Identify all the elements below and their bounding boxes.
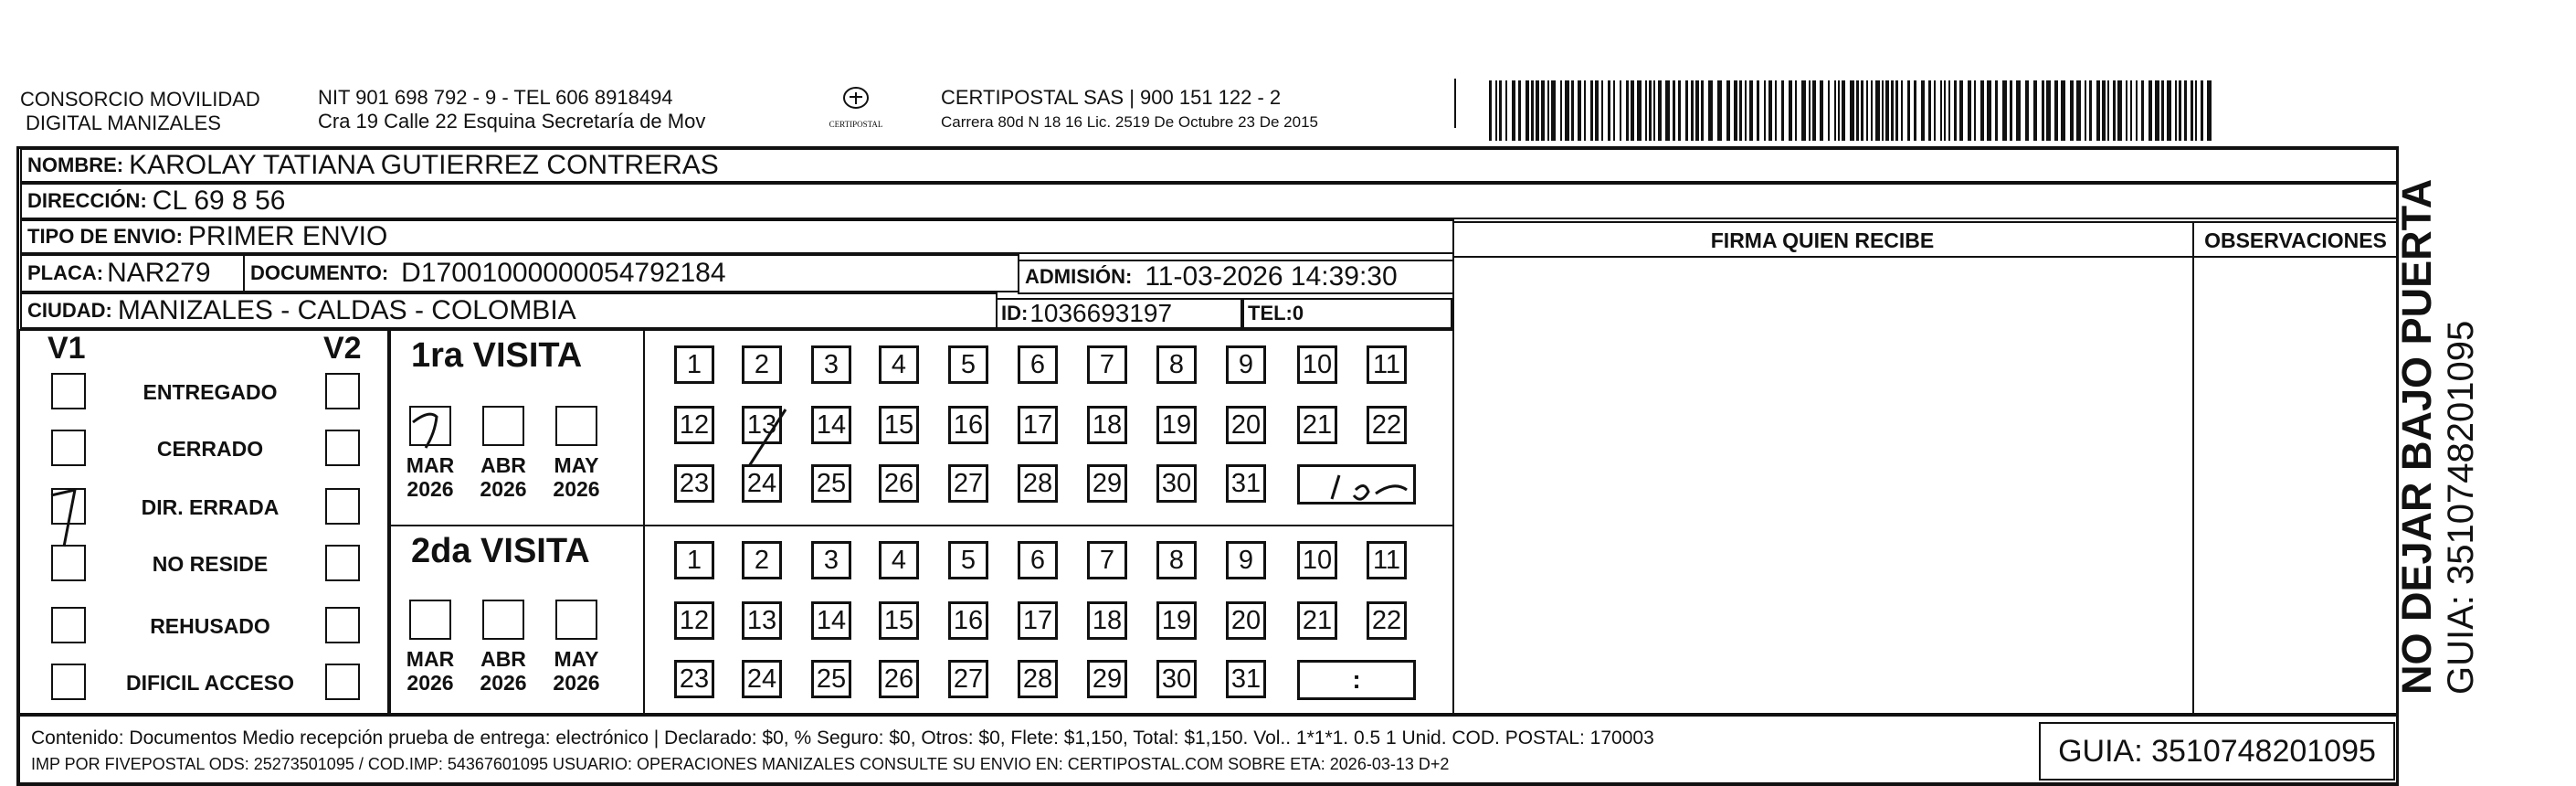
barcode-bar xyxy=(2102,80,2106,141)
day-box[interactable]: 11 xyxy=(1367,345,1407,384)
day-box[interactable]: 16 xyxy=(948,406,988,444)
barcode-bar xyxy=(2025,80,2029,141)
barcode-bar xyxy=(2148,80,2152,141)
id-cell: ID: 1036693197 xyxy=(996,298,1242,329)
day-box[interactable]: 9 xyxy=(1226,345,1266,384)
v1-checkbox[interactable] xyxy=(51,373,86,409)
barcode-bar xyxy=(2076,80,2081,141)
day-box[interactable]: 23 xyxy=(674,464,714,503)
day-box[interactable]: 2 xyxy=(742,541,782,579)
barcode-bar xyxy=(1526,80,1529,141)
plate-value: NAR279 xyxy=(107,258,211,288)
document-value: D17001000000054792184 xyxy=(401,258,726,288)
barcode-bar xyxy=(1745,80,1747,141)
barcode-bar xyxy=(1875,80,1880,141)
day-box[interactable]: 15 xyxy=(879,601,919,640)
barcode-bar xyxy=(2016,80,2021,141)
day-box[interactable]: 26 xyxy=(879,660,919,698)
header-divider xyxy=(1454,79,1456,128)
send-type-row: TIPO DE ENVIO: PRIMER ENVIO xyxy=(20,219,1454,254)
status-label: CERRADO xyxy=(156,437,264,461)
barcode-bar xyxy=(1968,80,1971,141)
barcode-bar xyxy=(1590,80,1593,141)
plate-cell: PLACA: NAR279 xyxy=(20,254,245,292)
status-label: DIR. ERRADA xyxy=(141,495,280,519)
barcode-bar xyxy=(1895,80,1898,141)
barcode-bar xyxy=(1944,80,1946,141)
day-box[interactable]: 22 xyxy=(1367,601,1407,640)
month-label xyxy=(471,453,535,501)
courier-info: CERTIPOSTAL SAS | 900 151 122 - 2 Carrera 80d N 18 16 Lic. 2519 De Octubre 23 De 2015 xyxy=(941,86,1318,131)
barcode-bar xyxy=(1940,80,1942,141)
barcode-bar xyxy=(1518,80,1521,141)
barcode-bar xyxy=(1541,80,1545,141)
barcode-bar xyxy=(1987,80,1991,141)
day-box[interactable]: 28 xyxy=(1018,660,1058,698)
barcode-bar xyxy=(1551,80,1556,141)
id-value: 1036693197 xyxy=(1029,299,1173,327)
barcode-bar xyxy=(2191,80,2193,141)
barcode-bar xyxy=(1565,80,1569,141)
month-year: 2026 xyxy=(553,671,600,695)
barcode-bar xyxy=(2130,80,2132,141)
barcode-bar xyxy=(1717,80,1722,141)
barcode-bar xyxy=(1626,80,1629,141)
barcode-bar xyxy=(1948,80,1950,141)
barcode-bar xyxy=(2042,80,2044,141)
observations-label: OBSERVACIONES xyxy=(2204,228,2387,252)
day-box[interactable]: 27 xyxy=(948,660,988,698)
barcode-bar xyxy=(1673,80,1675,141)
barcode-bar xyxy=(1809,80,1811,141)
v2-checkbox[interactable] xyxy=(325,545,360,581)
month-name: MAY xyxy=(554,453,599,477)
month-checkbox[interactable] xyxy=(409,600,451,640)
status-label: ENTREGADO xyxy=(143,380,278,404)
barcode-bar xyxy=(1757,80,1759,141)
day-box[interactable]: 3 xyxy=(811,541,851,579)
first-visit-title: 1ra VISITA xyxy=(411,336,583,375)
barcode-bar xyxy=(2201,80,2203,141)
day-box[interactable]: 23 xyxy=(674,660,714,698)
day-box[interactable]: 18 xyxy=(1087,601,1127,640)
day-box[interactable]: 13 xyxy=(742,406,782,444)
month-checkbox[interactable] xyxy=(482,600,524,640)
admission-value: 11-03-2026 14:39:30 xyxy=(1145,261,1398,292)
v1-checkbox[interactable] xyxy=(51,607,86,643)
barcode-bar xyxy=(2010,80,2012,141)
barcode-bar xyxy=(1928,80,1931,141)
barcode-bar xyxy=(2107,80,2109,141)
barcode-bar xyxy=(1882,80,1884,141)
barcode-bar xyxy=(2136,80,2138,141)
barcode-bar xyxy=(1838,80,1840,141)
barcode-bar xyxy=(1775,80,1777,141)
day-box[interactable]: 30 xyxy=(1156,464,1197,503)
barcode-bar xyxy=(1601,80,1603,141)
barcode-bar xyxy=(1631,80,1634,141)
day-box[interactable]: 4 xyxy=(879,541,919,579)
barcode-bar xyxy=(1921,80,1925,141)
barcode xyxy=(1489,80,2220,141)
month-year: 2026 xyxy=(553,477,600,501)
send-type: PRIMER ENVIO xyxy=(187,221,388,251)
status-label: REHUSADO xyxy=(150,614,270,638)
barcode-bar xyxy=(2126,80,2127,141)
barcode-bar xyxy=(1512,80,1515,141)
barcode-bar xyxy=(1789,80,1792,141)
handwritten-time-mark xyxy=(1312,468,1412,523)
month-label xyxy=(471,647,535,695)
signature-panel xyxy=(1452,221,2399,715)
admission-cell: ADMISIÓN: 11-03-2026 14:39:30 xyxy=(1018,260,1454,294)
barcode-bar xyxy=(1861,80,1863,141)
day-box[interactable]: 22 xyxy=(1367,406,1407,444)
day-box[interactable]: 3 xyxy=(811,345,851,384)
barcode-bar xyxy=(2054,80,2058,141)
day-box[interactable]: 7 xyxy=(1087,345,1127,384)
barcode-bar xyxy=(1974,80,1976,141)
v2-checkbox[interactable] xyxy=(325,607,360,643)
barcode-bar xyxy=(1499,80,1502,141)
barcode-bar xyxy=(1701,80,1704,141)
day-box[interactable]: 31 xyxy=(1226,464,1266,503)
barcode-bar xyxy=(1691,80,1694,141)
barcode-bar xyxy=(2085,80,2086,141)
barcode-bar xyxy=(1678,80,1681,141)
day-box[interactable]: 9 xyxy=(1226,541,1266,579)
v2-checkbox[interactable] xyxy=(325,373,360,409)
day-box[interactable]: 31 xyxy=(1226,660,1266,698)
barcode-bar xyxy=(1613,80,1615,141)
no-dejar-bajo-puerta: NO DEJAR BAJO PUERTA xyxy=(2393,178,2440,695)
barcode-bar xyxy=(2179,80,2181,141)
barcode-bar xyxy=(2046,80,2051,141)
barcode-bar xyxy=(1708,80,1713,141)
month-year: 2026 xyxy=(406,671,454,695)
day-box[interactable]: 2 xyxy=(742,345,782,384)
month-checkbox[interactable] xyxy=(555,600,597,640)
month-year: 2026 xyxy=(406,477,454,501)
barcode-bar xyxy=(2175,80,2177,141)
day-box[interactable]: 25 xyxy=(811,660,851,698)
barcode-bar xyxy=(2141,80,2144,141)
barcode-bar xyxy=(1608,80,1610,141)
month-year: 2026 xyxy=(480,477,527,501)
day-box[interactable]: 26 xyxy=(879,464,919,503)
barcode-bar xyxy=(1959,80,1963,141)
month-name: ABR xyxy=(480,453,526,477)
barcode-bar xyxy=(1995,80,1998,141)
name-row: NOMBRE: KAROLAY TATIANA GUTIERREZ CONTRERAS xyxy=(20,148,2399,183)
day-box[interactable]: 7 xyxy=(1087,541,1127,579)
second-visit-time-box[interactable]: : xyxy=(1297,660,1416,700)
side-guia: GUIA: 3510748201095 xyxy=(2441,320,2481,695)
barcode-bar xyxy=(1685,80,1688,141)
barcode-bar xyxy=(1595,80,1599,141)
barcode-bar xyxy=(2002,80,2007,141)
handwritten-mar-mark xyxy=(409,406,464,470)
month-name: MAY xyxy=(554,647,599,671)
day-box[interactable]: 19 xyxy=(1156,406,1197,444)
day-box[interactable]: 21 xyxy=(1297,601,1337,640)
tel-cell: TEL: 0 xyxy=(1242,298,1452,329)
barcode-bar xyxy=(1531,80,1534,141)
barcode-bar xyxy=(1914,80,1916,141)
handwritten-check-mark xyxy=(44,483,99,565)
barcode-bar xyxy=(1891,80,1894,141)
second-visit-title: 2da VISITA xyxy=(411,532,590,570)
month-year: 2026 xyxy=(480,671,527,695)
content-line: Contenido: Documentos Medio recepción prueba de entrega: electrónico | Declarado: $0, % Seguro: $0, Otros: $0, Flete: $1,150, Total: $1,150. Vol.. 1*1*1. 0.5 1 Unid. COD. POSTAL: 170003 xyxy=(31,728,1654,749)
city-value: MANIZALES - CALDAS - COLOMBIA xyxy=(117,295,576,325)
day-box[interactable]: 14 xyxy=(811,601,851,640)
day-box[interactable]: 12 xyxy=(674,601,714,640)
barcode-bar xyxy=(1907,80,1910,141)
side-warning-block xyxy=(2393,146,2481,695)
imp-line: IMP POR FIVEPOSTAL ODS: 25273501095 / COD.IMP: 54367601095 USUARIO: OPERACIONES MANIZALES CONSULTE SU ENVIO EN: CERTIPOSTAL.COM SOBRE ETA: 2026-03-13 D+2 xyxy=(31,755,1450,773)
barcode-bar xyxy=(2195,80,2197,141)
month-name: MAR xyxy=(406,453,455,477)
barcode-bar xyxy=(1842,80,1845,141)
v2-checkbox[interactable] xyxy=(325,430,360,466)
month-name: MAR xyxy=(406,647,455,671)
month-label xyxy=(544,647,608,695)
day-box[interactable]: 13 xyxy=(742,601,782,640)
v1-checkbox[interactable] xyxy=(51,430,86,466)
barcode-bar xyxy=(1695,80,1699,141)
day-box[interactable]: 24 xyxy=(742,464,782,503)
day-box[interactable]: 27 xyxy=(948,464,988,503)
visits-vertical-divider xyxy=(643,329,645,715)
document-cell: DOCUMENTO: D17001000000054792184 xyxy=(243,254,1019,292)
day-box[interactable]: 10 xyxy=(1297,541,1337,579)
recipient-name: KAROLAY TATIANA GUTIERREZ CONTRERAS xyxy=(129,150,719,180)
month-checkbox[interactable] xyxy=(482,406,524,446)
day-box[interactable]: 1 xyxy=(674,345,714,384)
barcode-bar xyxy=(1820,80,1823,141)
day-box[interactable]: 20 xyxy=(1226,601,1266,640)
barcode-bar xyxy=(1954,80,1957,141)
barcode-bar xyxy=(1653,80,1655,141)
day-box[interactable]: 5 xyxy=(948,541,988,579)
barcode-bar xyxy=(1489,80,1492,141)
day-box[interactable]: 10 xyxy=(1297,345,1337,384)
day-box[interactable]: 25 xyxy=(811,464,851,503)
recipient-address: CL 69 8 56 xyxy=(152,186,286,216)
month-label xyxy=(398,647,462,695)
barcode-bar xyxy=(1571,80,1574,141)
barcode-bar xyxy=(1547,80,1549,141)
barcode-bar xyxy=(1795,80,1797,141)
logo-icon xyxy=(838,84,874,115)
day-box[interactable]: 4 xyxy=(879,345,919,384)
v2-header: V2 xyxy=(323,331,362,366)
barcode-bar xyxy=(1578,80,1581,141)
barcode-bar xyxy=(1739,80,1742,141)
handwritten-day-13-mark xyxy=(740,402,795,475)
barcode-bar xyxy=(2096,80,2100,141)
barcode-bar xyxy=(1649,80,1652,141)
day-box[interactable]: 17 xyxy=(1018,406,1058,444)
barcode-bar xyxy=(1871,80,1873,141)
barcode-bar xyxy=(2033,80,2037,141)
barcode-bar xyxy=(2161,80,2164,141)
signature-label: FIRMA QUIEN RECIBE xyxy=(1710,228,1935,252)
day-box[interactable]: 16 xyxy=(948,601,988,640)
barcode-bar xyxy=(2061,80,2065,141)
barcode-bar xyxy=(1764,80,1766,141)
barcode-bar xyxy=(1856,80,1859,141)
barcode-bar xyxy=(1850,80,1854,141)
barcode-bar xyxy=(1934,80,1936,141)
day-box[interactable]: 18 xyxy=(1087,406,1127,444)
barcode-bar xyxy=(1645,80,1647,141)
day-box[interactable]: 1 xyxy=(674,541,714,579)
barcode-bar xyxy=(1726,80,1730,141)
status-label: NO RESIDE xyxy=(152,552,269,576)
barcode-bar xyxy=(2117,80,2122,141)
observations-divider xyxy=(2192,221,2194,715)
day-box[interactable]: 12 xyxy=(674,406,714,444)
barcode-bar xyxy=(1834,80,1836,141)
city-cell: CIUDAD: MANIZALES - CALDAS - COLOMBIA xyxy=(20,292,998,329)
barcode-bar xyxy=(1584,80,1586,141)
v1-checkbox[interactable] xyxy=(51,664,86,700)
barcode-bar xyxy=(1781,80,1784,141)
visits-divider xyxy=(389,525,1454,526)
day-box[interactable]: 17 xyxy=(1018,601,1058,640)
barcode-bar xyxy=(1560,80,1562,141)
month-checkbox[interactable] xyxy=(555,406,597,446)
barcode-bar xyxy=(2155,80,2159,141)
barcode-bar xyxy=(1734,80,1737,141)
barcode-bar xyxy=(1658,80,1662,141)
month-name: ABR xyxy=(480,647,526,671)
day-box[interactable]: 20 xyxy=(1226,406,1266,444)
barcode-bar xyxy=(1637,80,1642,141)
barcode-bar xyxy=(1885,80,1889,141)
barcode-bar xyxy=(1749,80,1753,141)
company-contact: NIT 901 698 792 - 9 - TEL 606 8918494 Cra 19 Calle 22 Esquina Secretaría de Mov xyxy=(318,86,706,133)
barcode-bar xyxy=(1901,80,1903,141)
day-box[interactable]: 30 xyxy=(1156,660,1197,698)
day-box[interactable]: 6 xyxy=(1018,345,1058,384)
month-label xyxy=(544,453,608,501)
barcode-bar xyxy=(1812,80,1816,141)
v2-checkbox[interactable] xyxy=(325,488,360,525)
barcode-bar xyxy=(2167,80,2171,141)
day-box[interactable]: 19 xyxy=(1156,601,1197,640)
v2-checkbox[interactable] xyxy=(325,664,360,700)
address-row: DIRECCIÓN: CL 69 8 56 xyxy=(20,183,2399,219)
barcode-bar xyxy=(1828,80,1830,141)
status-label: DIFICIL ACCESO xyxy=(125,671,294,695)
barcode-bar xyxy=(2207,80,2212,141)
barcode-bar xyxy=(1536,80,1539,141)
tel-value: 0 xyxy=(1292,302,1304,324)
barcode-bar xyxy=(1665,80,1670,141)
day-box[interactable]: 6 xyxy=(1018,541,1058,579)
day-box[interactable]: 8 xyxy=(1156,345,1197,384)
barcode-bar xyxy=(1801,80,1806,141)
barcode-bar xyxy=(2070,80,2074,141)
v1-header: V1 xyxy=(48,331,86,366)
day-box[interactable]: 29 xyxy=(1087,464,1127,503)
certipostal-logo: CERTIPOSTAL xyxy=(820,84,892,139)
barcode-bar xyxy=(1866,80,1868,141)
barcode-bar xyxy=(1768,80,1772,141)
day-box[interactable]: 29 xyxy=(1087,660,1127,698)
day-box[interactable]: 24 xyxy=(742,660,782,698)
footer-guia-box: GUIA: 3510748201095 xyxy=(2039,722,2395,781)
day-box[interactable]: 21 xyxy=(1297,406,1337,444)
day-box[interactable]: 8 xyxy=(1156,541,1197,579)
barcode-bar xyxy=(2184,80,2187,141)
day-box[interactable]: 15 xyxy=(879,406,919,444)
barcode-bar xyxy=(1980,80,1984,141)
day-box[interactable]: 11 xyxy=(1367,541,1407,579)
barcode-bar xyxy=(2089,80,2092,141)
barcode-bar xyxy=(1620,80,1621,141)
barcode-bar xyxy=(1495,80,1497,141)
day-box[interactable]: 5 xyxy=(948,345,988,384)
day-box[interactable]: 14 xyxy=(811,406,851,444)
company-name: CONSORCIO MOVILIDAD DIGITAL MANIZALES xyxy=(20,88,260,134)
barcode-bar xyxy=(2113,80,2116,141)
barcode-bar xyxy=(1505,80,1507,141)
day-box[interactable]: 28 xyxy=(1018,464,1058,503)
